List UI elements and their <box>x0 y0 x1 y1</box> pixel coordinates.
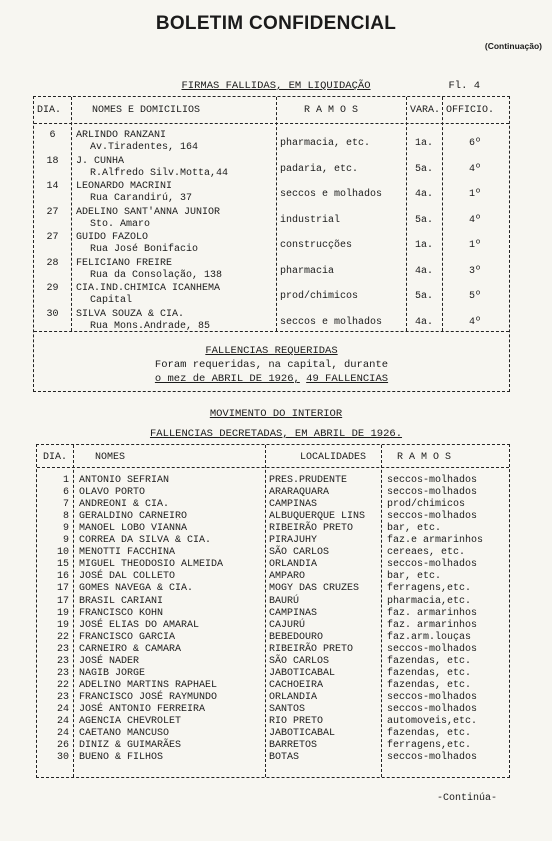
row-ramo: seccos-molhados <box>387 475 478 486</box>
row-dia: 24 <box>56 716 69 727</box>
row-ramo: seccos-molhados <box>387 487 478 499</box>
col-header-ramos: R A M O S <box>397 452 452 463</box>
row-localidade: RIBEIRÃO PRETO <box>269 643 354 655</box>
row-dia: 9 <box>62 535 69 547</box>
row-dia: 10 <box>56 547 69 559</box>
interior-table <box>36 444 510 778</box>
row-localidade: RIO PRETO <box>269 716 324 727</box>
row-localidade: CAMPINAS <box>269 607 318 619</box>
row-nome: JOSÉ ANTONIO FERREIRA <box>79 703 206 715</box>
row-dia: 9 <box>62 523 69 535</box>
row-localidade: JABOTICABAL <box>269 728 336 740</box>
row-ramo: padaria, etc. <box>280 163 359 175</box>
row-localidade: MOGY DAS CRUZES <box>269 583 360 595</box>
row-dia: 6 <box>49 130 56 141</box>
col-header-nomes: NOMES <box>95 452 126 463</box>
col-header-officio: OFFICIO. <box>446 105 495 116</box>
row-ramo: fazendas, etc. <box>387 655 472 667</box>
row-ramo: fazendas, etc. <box>387 667 472 679</box>
row-nome: OLAVO PORTO <box>79 487 146 499</box>
row-ramo: faz. armarinhos <box>387 619 478 631</box>
row-domicilio: Capital <box>90 295 133 306</box>
row-dia: 16 <box>56 571 69 583</box>
row-dia: 22 <box>56 679 69 691</box>
row-localidade: SÃO CARLOS <box>269 655 330 667</box>
row-dia: 19 <box>56 607 69 619</box>
row-nome: ARLINDO RANZANI <box>76 130 167 141</box>
row-localidade: BOTAS <box>269 752 300 764</box>
row-ramo: faz.arm.louças <box>387 631 472 643</box>
row-ramo: faz.e armarinhos <box>387 535 484 547</box>
row-nome: GOMES NAVEGA & CIA. <box>79 583 194 595</box>
row-dia: 7 <box>62 499 69 511</box>
row-dia: 28 <box>46 257 59 269</box>
row-ramo: seccos-molhados <box>387 511 478 523</box>
row-localidade: ORLANDIA <box>269 691 318 703</box>
row-ramo: industrial <box>280 214 341 226</box>
row-vara: 1a. <box>414 138 433 149</box>
row-ramo: ferragens,etc. <box>387 583 472 595</box>
row-domicilio: Rua da Consolação, 138 <box>90 269 223 281</box>
row-dia: 23 <box>56 643 69 655</box>
row-dia: 30 <box>46 308 59 320</box>
row-ramo: pharmacia, etc. <box>280 138 371 149</box>
row-dia: 22 <box>56 631 69 643</box>
row-localidade: PRES.PRUDENTE <box>269 475 348 486</box>
row-officio: 4º <box>468 214 481 226</box>
continuation-label: (Continuação) <box>484 41 542 51</box>
row-ramo: construcções <box>280 240 353 251</box>
row-localidade: CAJURÚ <box>269 619 306 631</box>
row-ramo: seccos-molhados <box>387 643 478 655</box>
row-nome: GUIDO FAZOLO <box>76 232 149 243</box>
row-dia: 19 <box>56 619 69 631</box>
row-officio: 6º <box>468 138 481 149</box>
row-nome: CIA.IND.CHIMICA ICANHEMA <box>76 283 221 294</box>
row-nome: J. CUNHA <box>76 155 125 167</box>
row-ramo: faz. armarinhos <box>387 607 478 619</box>
row-dia: 8 <box>62 511 69 523</box>
row-ramo: ferragens,etc. <box>387 740 472 752</box>
row-nome: DINIZ & GUIMARÃES <box>79 740 182 752</box>
column-divider <box>73 445 74 777</box>
col-header-dia: DIA. <box>43 452 68 463</box>
row-nome: CORREA DA SILVA & CIA. <box>79 535 212 547</box>
row-nome: MIGUEL THEODOSIO ALMEIDA <box>79 559 224 571</box>
row-nome: CARNEIRO & CAMARA <box>79 643 182 655</box>
row-ramo: prod/chimicos <box>280 291 359 302</box>
row-dia: 23 <box>56 691 69 703</box>
col-header-dia: DIA. <box>37 105 62 116</box>
row-domicilio: Rua Carandirú, 37 <box>90 193 193 204</box>
continua-label: -Continúa- <box>436 793 497 804</box>
row-ramo: seccos-molhados <box>387 691 478 703</box>
row-dia: 14 <box>46 181 59 192</box>
row-localidade: JABOTICABAL <box>269 667 336 679</box>
row-dia: 29 <box>46 283 59 294</box>
row-dia: 23 <box>56 667 69 679</box>
firmas-table <box>33 96 510 392</box>
row-dia: 24 <box>56 728 69 740</box>
row-vara: 4a. <box>414 316 433 328</box>
header-divider <box>37 467 509 468</box>
row-nome: FRANCISCO KOHN <box>79 607 164 619</box>
row-nome: FRANCISCO GARCIA <box>79 631 176 643</box>
page-reference: Fl. 4 <box>448 80 480 92</box>
interior-section-title: MOVIMENTO DO INTERIOR <box>209 408 343 420</box>
fallencias-requeridas-heading: FALLENCIAS REQUERIDAS <box>205 345 338 357</box>
row-domicilio: Sto. Amaro <box>90 218 151 230</box>
row-officio: 4º <box>468 316 481 328</box>
column-divider <box>265 445 266 777</box>
row-nome: CAETANO MANCUSO <box>79 728 170 740</box>
row-nome: ANDREONI & CIA. <box>79 499 170 511</box>
row-localidade: SANTOS <box>269 703 306 715</box>
row-ramo: seccos e molhados <box>280 316 383 328</box>
row-nome: ADELINO MARTINS RAPHAEL <box>79 679 218 691</box>
row-ramo: bar, etc. <box>387 571 442 583</box>
row-ramo: fazendas, etc. <box>387 728 472 740</box>
row-localidade: BARRETOS <box>269 740 318 752</box>
row-nome: SILVA SOUZA & CIA. <box>76 308 185 320</box>
row-officio: 3º <box>468 265 481 277</box>
row-ramo: pharmacia <box>280 265 335 277</box>
row-nome: JOSÉ ELIAS DO AMARAL <box>79 619 200 631</box>
column-divider <box>276 97 277 331</box>
row-ramo: cereaes, etc. <box>387 547 466 559</box>
row-localidade: ARARAQUARA <box>269 487 330 499</box>
row-localidade: CAMPINAS <box>269 499 318 511</box>
col-header-localidades: LOCALIDADES <box>300 452 367 463</box>
row-dia: 15 <box>56 559 69 571</box>
row-ramo: fazendas, etc. <box>387 679 472 691</box>
row-nome: FELICIANO FREIRE <box>76 257 173 269</box>
row-ramo: bar, etc. <box>387 523 442 535</box>
row-dia: 30 <box>56 752 69 764</box>
row-vara: 5a. <box>414 214 433 226</box>
row-officio: 1º <box>468 240 481 251</box>
row-localidade: CACHOEIRA <box>269 679 324 691</box>
column-divider <box>381 445 382 777</box>
row-ramo: prod/chimicos <box>387 499 466 511</box>
row-vara: 1a. <box>414 240 433 251</box>
row-ramo: seccos-molhados <box>387 559 478 571</box>
row-dia: 27 <box>46 206 59 218</box>
row-nome: JOSÉ DAL COLLETO <box>79 571 176 583</box>
row-nome: ADELINO SANT'ANNA JUNIOR <box>76 206 221 218</box>
row-localidade: AMPARO <box>269 571 306 583</box>
row-localidade: BEBEDOURO <box>269 631 324 643</box>
column-divider <box>71 97 72 331</box>
row-nome: LEONARDO MACRINI <box>76 181 173 192</box>
summary-line-2: o mez de ABRIL DE 1926, 49 FALLENCIAS <box>154 373 389 385</box>
fallencias-count: 49 FALLENCIAS <box>306 373 389 385</box>
row-dia: 1 <box>62 475 69 486</box>
row-localidade: BAURÚ <box>269 595 300 607</box>
row-dia: 24 <box>56 703 69 715</box>
row-dia: 17 <box>56 583 69 595</box>
firmas-section-title: FIRMAS FALLIDAS, EM LIQUIDAÇÃO <box>181 80 371 92</box>
row-nome: BUENO & FILHOS <box>79 752 164 764</box>
row-ramo: seccos-molhados <box>387 703 478 715</box>
row-nome: MENOTTI FACCHINA <box>79 547 176 559</box>
row-nome: BRASIL CARIANI <box>79 595 164 607</box>
row-localidade: SÃO CARLOS <box>269 547 330 559</box>
document-title: BOLETIM CONFIDENCIAL <box>155 13 397 34</box>
row-domicilio: Rua Mons.Andrade, 85 <box>90 320 211 332</box>
row-domicilio: Av.Tiradentes, 164 <box>90 142 199 153</box>
header-divider <box>34 123 509 124</box>
row-nome: FRANCISCO JOSÉ RAYMUNDO <box>79 691 218 703</box>
row-dia: 27 <box>46 232 59 243</box>
row-localidade: ALBUQUERQUE LINS <box>269 511 366 523</box>
row-vara: 4a. <box>414 189 433 200</box>
row-ramo: automoveis,etc. <box>387 716 478 727</box>
row-domicilio: R.Alfredo Silv.Motta,44 <box>90 167 229 179</box>
row-nome: AGENCIA CHEVROLET <box>79 716 182 727</box>
row-dia: 17 <box>56 595 69 607</box>
row-nome: MANOEL LOBO VIANNA <box>79 523 188 535</box>
row-nome: JOSÉ NADER <box>79 655 140 667</box>
row-officio: 4º <box>468 163 481 175</box>
row-nome: NAGIB JORGE <box>79 667 146 679</box>
row-ramo: seccos e molhados <box>280 189 383 200</box>
row-vara: 5a. <box>414 163 433 175</box>
row-dia: 18 <box>46 155 59 167</box>
row-ramo: pharmacia,etc. <box>387 595 472 607</box>
summary-line-1: Foram requeridas, na capital, durante <box>154 359 389 371</box>
row-dia: 6 <box>62 487 69 499</box>
row-localidade: ORLANDIA <box>269 559 318 571</box>
row-domicilio: Rua José Bonifacio <box>90 244 199 255</box>
row-dia: 23 <box>56 655 69 667</box>
row-vara: 4a. <box>414 265 433 277</box>
row-vara: 5a. <box>414 291 433 302</box>
row-dia: 26 <box>56 740 69 752</box>
row-officio: 5º <box>468 291 481 302</box>
row-officio: 1º <box>468 189 481 200</box>
col-header-ramos: R A M O S <box>304 105 359 116</box>
interior-section-subtitle: FALLENCIAS DECRETADAS, EM ABRIL DE 1926. <box>149 428 403 440</box>
col-header-vara: VARA. <box>410 105 441 116</box>
row-localidade: PIRAJUHY <box>269 535 318 547</box>
row-nome: ANTONIO SEFRIAN <box>79 475 170 486</box>
row-ramo: seccos-molhados <box>387 752 478 764</box>
row-nome: GERALDINO CARNEIRO <box>79 511 188 523</box>
row-localidade: RIBEIRÃO PRETO <box>269 523 354 535</box>
col-header-nomes: NOMES E DOMICILIOS <box>92 105 201 116</box>
